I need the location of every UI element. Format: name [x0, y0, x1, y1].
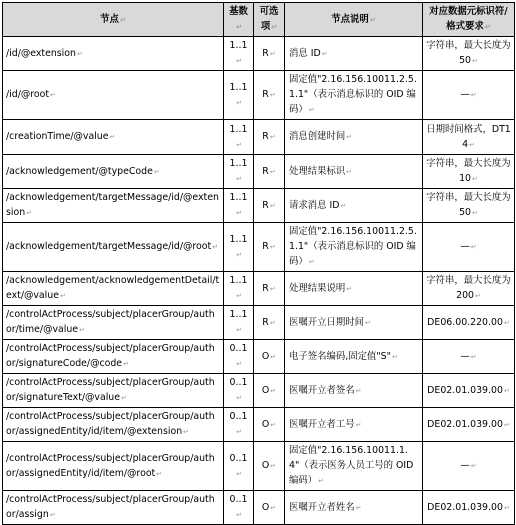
- description-cell: 医嘱开立者工号↵: [285, 408, 423, 442]
- table-row: [3, 306, 515, 340]
- format-cell: 日期时间格式，DT14↵: [423, 120, 515, 155]
- cardinality-cell: 1..1↵: [224, 189, 254, 223]
- description-cell: 医嘱开立日期时间↵: [285, 306, 423, 340]
- node-cell: /controlActProcess/subject/placerGroup/author/signatureCode/@code↵: [3, 340, 224, 374]
- format-cell: 字符串，最大长度为 10↵: [423, 155, 515, 189]
- format-cell: 字符串，最大长度为 50↵: [423, 37, 515, 71]
- cardinality-cell: 1..1↵: [224, 306, 254, 340]
- node-cell: /acknowledgement/@typeCode↵: [3, 155, 224, 189]
- cardinality-cell: 1..1↵: [224, 71, 254, 120]
- description-cell: 请求消息 ID↵: [285, 189, 423, 223]
- description-cell: 消息创建时间↵: [285, 120, 423, 155]
- optional-cell: R↵: [254, 120, 285, 155]
- node-cell: /controlActProcess/subject/placerGroup/author/assignedEntity/id/item/@extension↵: [3, 408, 224, 442]
- node-cell: /controlActProcess/subject/placerGroup/author/assignedEntity/id/item/@root↵: [3, 442, 224, 491]
- table-row: [3, 189, 515, 223]
- cardinality-cell: 0..1↵: [224, 374, 254, 408]
- optional-cell: O↵: [254, 374, 285, 408]
- header-node: 节点↵: [3, 3, 224, 37]
- node-cell: /controlActProcess/subject/placerGroup/author/signatureText/@value↵: [3, 374, 224, 408]
- header-description: 节点说明↵: [285, 3, 423, 37]
- format-cell: 字符串，最大长度为 50↵: [423, 189, 515, 223]
- node-cell: /creationTime/@value↵: [3, 120, 224, 155]
- table-row: [3, 340, 515, 374]
- table-row: [3, 37, 515, 71]
- cardinality-cell: 1..1↵: [224, 37, 254, 71]
- header-optional: 可选项↵: [254, 3, 285, 37]
- node-cell: /acknowledgement/targetMessage/id/@extension↵: [3, 189, 224, 223]
- cardinality-cell: 1..1↵: [224, 155, 254, 189]
- optional-cell: R↵: [254, 306, 285, 340]
- format-cell: 字符串，最大长度为 200↵: [423, 272, 515, 306]
- format-cell: DE02.01.039.00↵: [423, 374, 515, 408]
- cardinality-cell: 0..1↵: [224, 491, 254, 525]
- optional-cell: R↵: [254, 71, 285, 120]
- description-cell: 医嘱开立者签名↵: [285, 374, 423, 408]
- table-row: [3, 491, 515, 525]
- description-cell: 电子签名编码,固定值"S"↵: [285, 340, 423, 374]
- table-row: [3, 272, 515, 306]
- header-format: 对应数据元标识符/格式要求↵: [423, 3, 515, 37]
- table-row: [3, 71, 515, 120]
- format-cell: —↵: [423, 71, 515, 120]
- table-row: [3, 374, 515, 408]
- description-cell: 固定值"2.16.156.10011.2.5.1.1"（表示消息标识的 OID 编码）↵: [285, 71, 423, 120]
- format-cell: —↵: [423, 223, 515, 272]
- description-cell: 消息 ID↵: [285, 37, 423, 71]
- table-row: [3, 120, 515, 155]
- header-cardinality: 基数↵: [224, 3, 254, 37]
- header-row: [3, 3, 515, 37]
- format-cell: —↵: [423, 340, 515, 374]
- description-cell: 处理结果说明↵: [285, 272, 423, 306]
- node-cell: /id/@root↵: [3, 71, 224, 120]
- node-cell: /acknowledgement/acknowledgementDetail/text/@value↵: [3, 272, 224, 306]
- node-cell: /acknowledgement/targetMessage/id/@root↵: [3, 223, 224, 272]
- table-row: [3, 155, 515, 189]
- spec-table: [2, 2, 515, 525]
- optional-cell: O↵: [254, 408, 285, 442]
- format-cell: DE02.01.039.00↵: [423, 491, 515, 525]
- cardinality-cell: 1..1↵: [224, 223, 254, 272]
- spec-table-container: [2, 2, 514, 525]
- description-cell: 固定值"2.16.156.10011.2.5.1.1"（表示消息标识的 OID 编码）↵: [285, 223, 423, 272]
- optional-cell: R↵: [254, 223, 285, 272]
- description-cell: 医嘱开立者姓名↵: [285, 491, 423, 525]
- cardinality-cell: 1..1↵: [224, 272, 254, 306]
- table-row: [3, 442, 515, 491]
- optional-cell: R↵: [254, 37, 285, 71]
- optional-cell: R↵: [254, 272, 285, 306]
- node-cell: /controlActProcess/subject/placerGroup/author/time/@value↵: [3, 306, 224, 340]
- cardinality-cell: 0..1↵: [224, 442, 254, 491]
- optional-cell: O↵: [254, 442, 285, 491]
- cardinality-cell: 0..1↵: [224, 408, 254, 442]
- description-cell: 固定值"2.16.156.10011.1.4"（表示医务人员工号的 OID 编码）↵: [285, 442, 423, 491]
- optional-cell: O↵: [254, 491, 285, 525]
- format-cell: —↵: [423, 442, 515, 491]
- cardinality-cell: 1..1↵: [224, 120, 254, 155]
- description-cell: 处理结果标识↵: [285, 155, 423, 189]
- optional-cell: O↵: [254, 340, 285, 374]
- format-cell: DE06.00.220.00↵: [423, 306, 515, 340]
- cardinality-cell: 0..1↵: [224, 340, 254, 374]
- optional-cell: R↵: [254, 155, 285, 189]
- table-row: [3, 223, 515, 272]
- optional-cell: R↵: [254, 189, 285, 223]
- table-row: [3, 408, 515, 442]
- format-cell: DE02.01.039.00↵: [423, 408, 515, 442]
- node-cell: /controlActProcess/subject/placerGroup/author/assign↵: [3, 491, 224, 525]
- node-cell: /id/@extension↵: [3, 37, 224, 71]
